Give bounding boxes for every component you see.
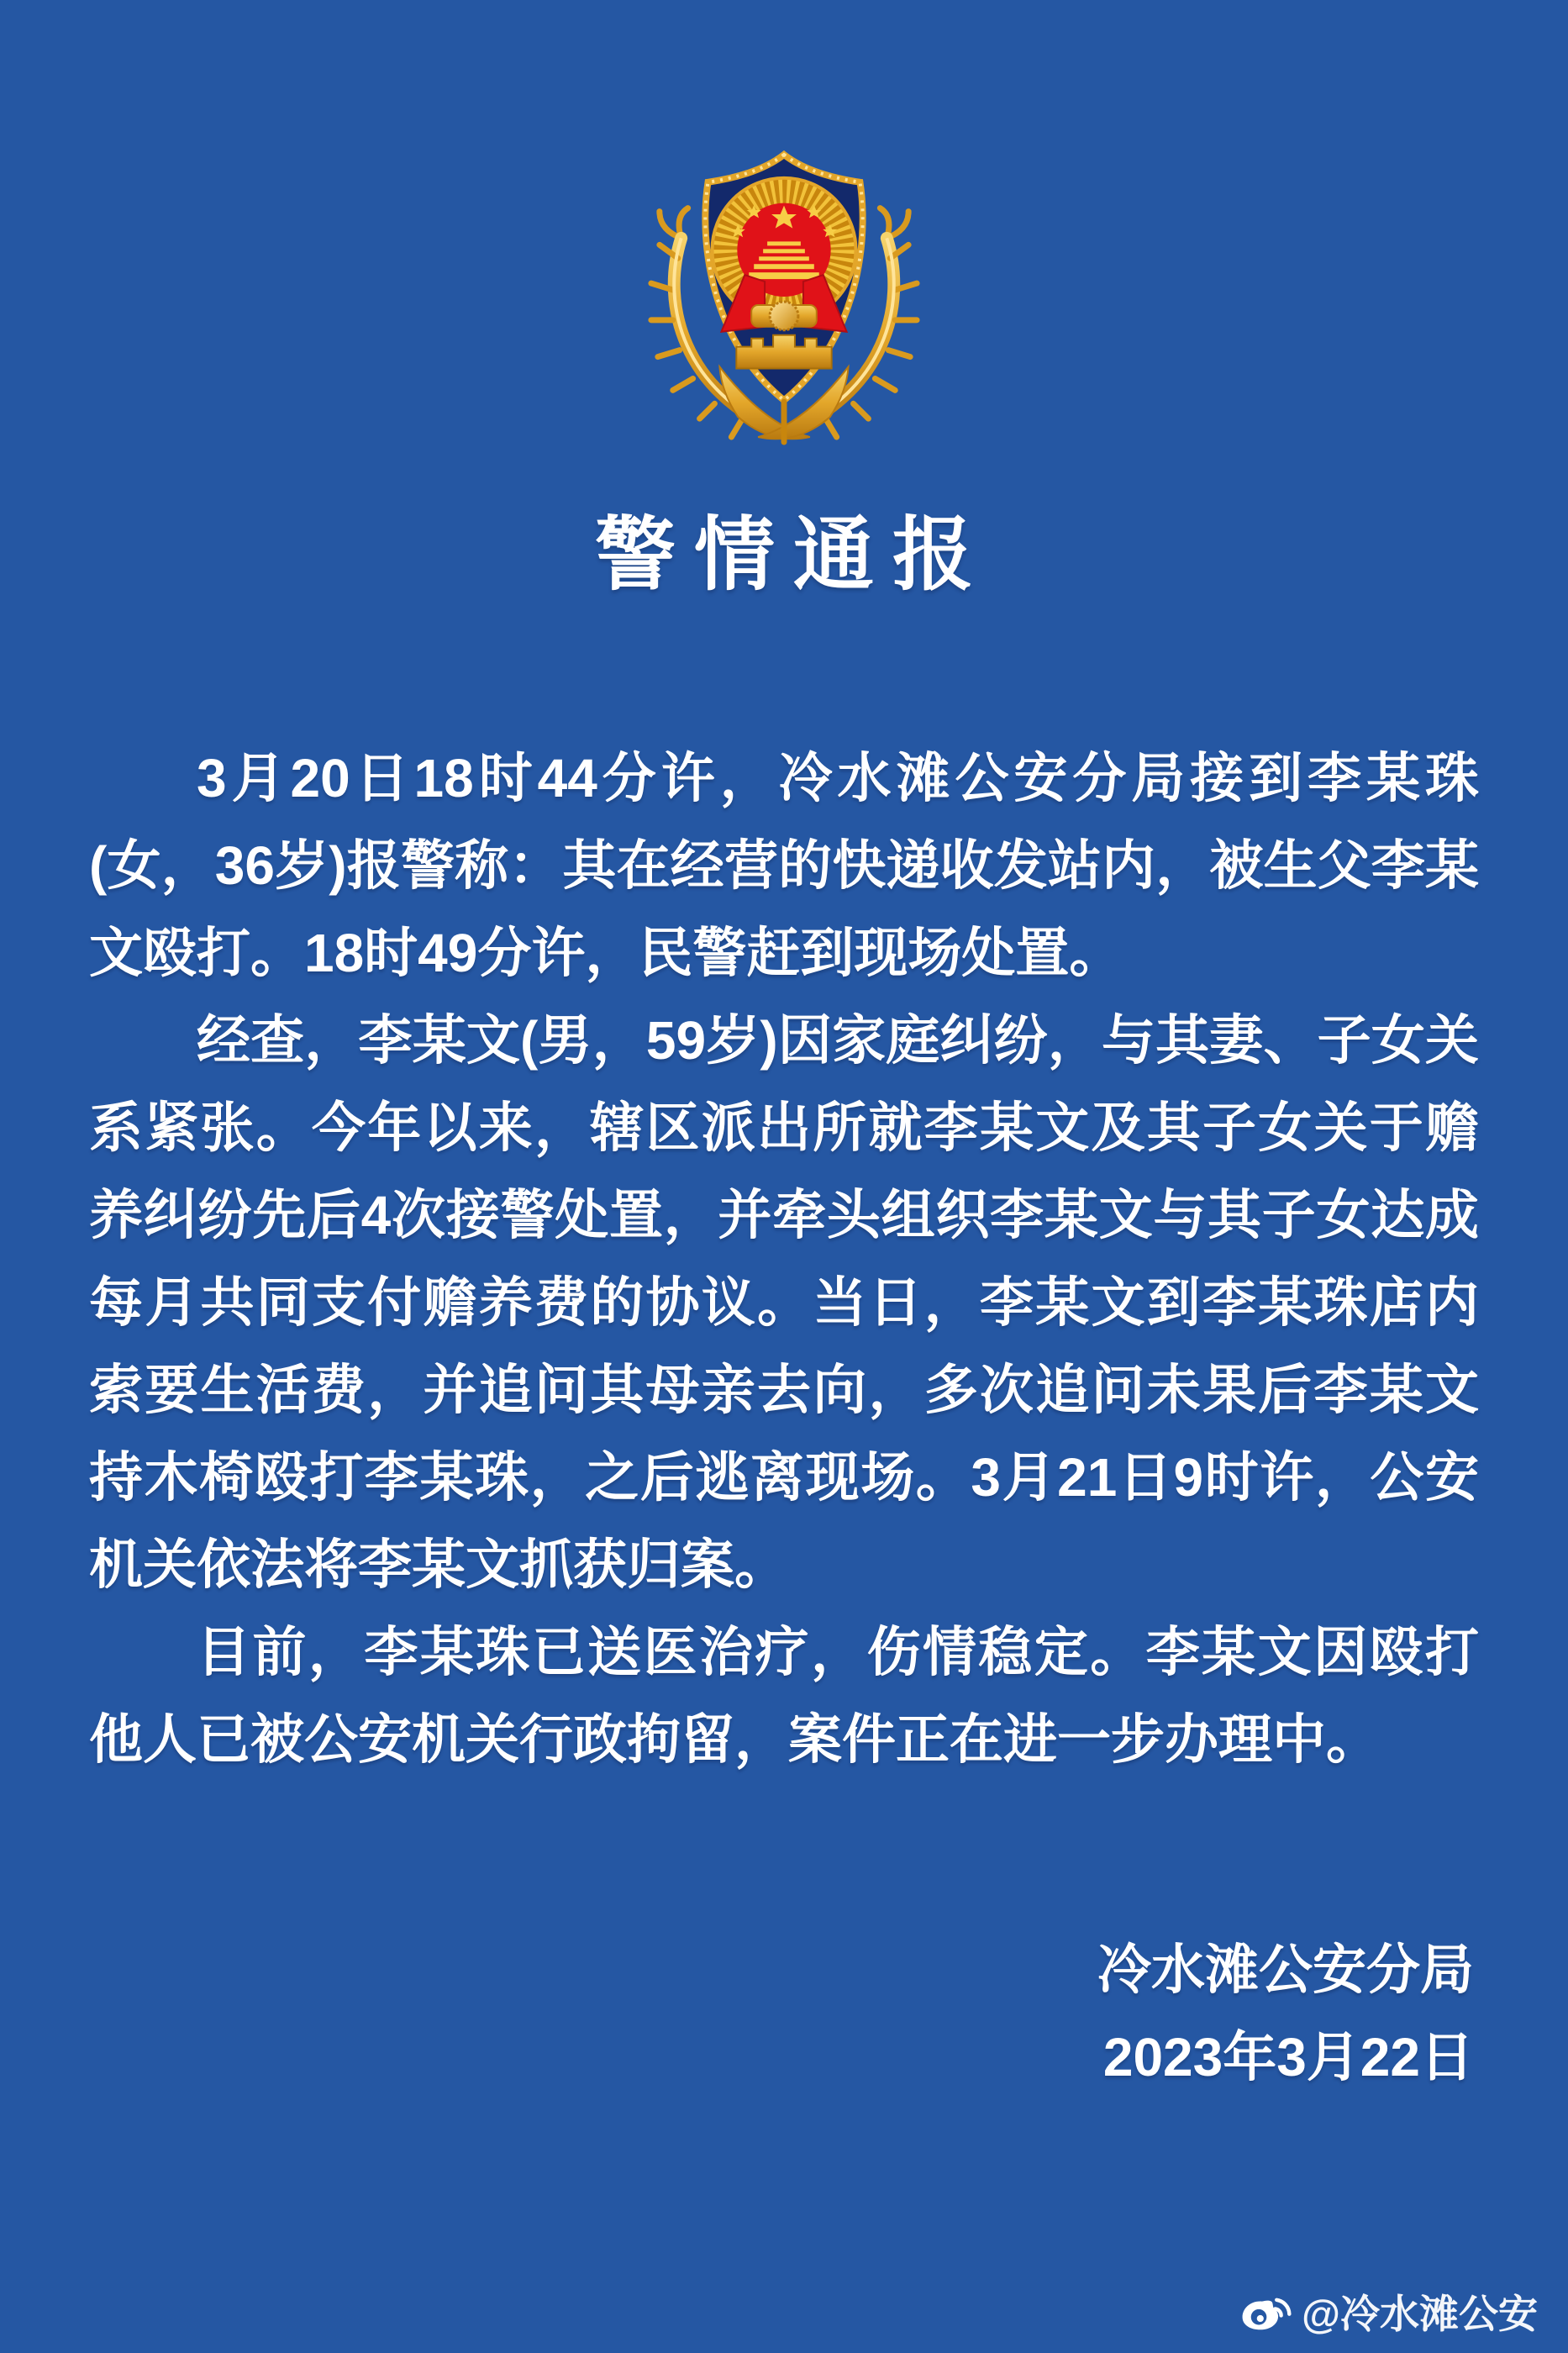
weibo-icon	[1239, 2290, 1292, 2334]
watermark-text: @冷水滩公安	[1302, 2292, 1538, 2336]
signature-block	[0, 1926, 1568, 2101]
notice-body	[89, 734, 1479, 1783]
signature-date: 2023年3月22日	[1102, 2027, 1474, 2088]
china-police-badge-icon	[638, 148, 930, 449]
notice-title: 警情通报	[595, 510, 992, 600]
watermark	[1239, 2283, 1538, 2340]
notice-paragraph-3: 目前，李某珠已送医治疗，伤情稳定。李某文因殴打他人已被公安机关行政拘留，案件正在进一步办理中。	[89, 1622, 1479, 1771]
emblem	[0, 0, 1568, 449]
signature-agency: 冷水滩公安分局	[1097, 1940, 1474, 2001]
notice-paragraph-1: 3月20日18时44分许，冷水滩公安分局接到李某珠(女，36岁)报警称：其在经营的快递收发站内，被生父李某文殴打。18时49分许，民警赶到现场处置。	[89, 748, 1479, 984]
notice-paragraph-2: 经查，李某文(男，59岁)因家庭纠纷，与其妻、子女关系紧张。今年以来，辖区派出所就李某文及其子女关于赡养纠纷先后4次接警处置，并牵头组织李某文与其子女达成每月共同支付赡养费的协议。当日，李某文到李某珠店内索要生活费，并追问其母亲去向，多次追问未果后李某文持木椅殴打李某珠，之后逃离现场。3月21日9时许，公安机关依法将李某文抓获归案。	[89, 1010, 1479, 1596]
